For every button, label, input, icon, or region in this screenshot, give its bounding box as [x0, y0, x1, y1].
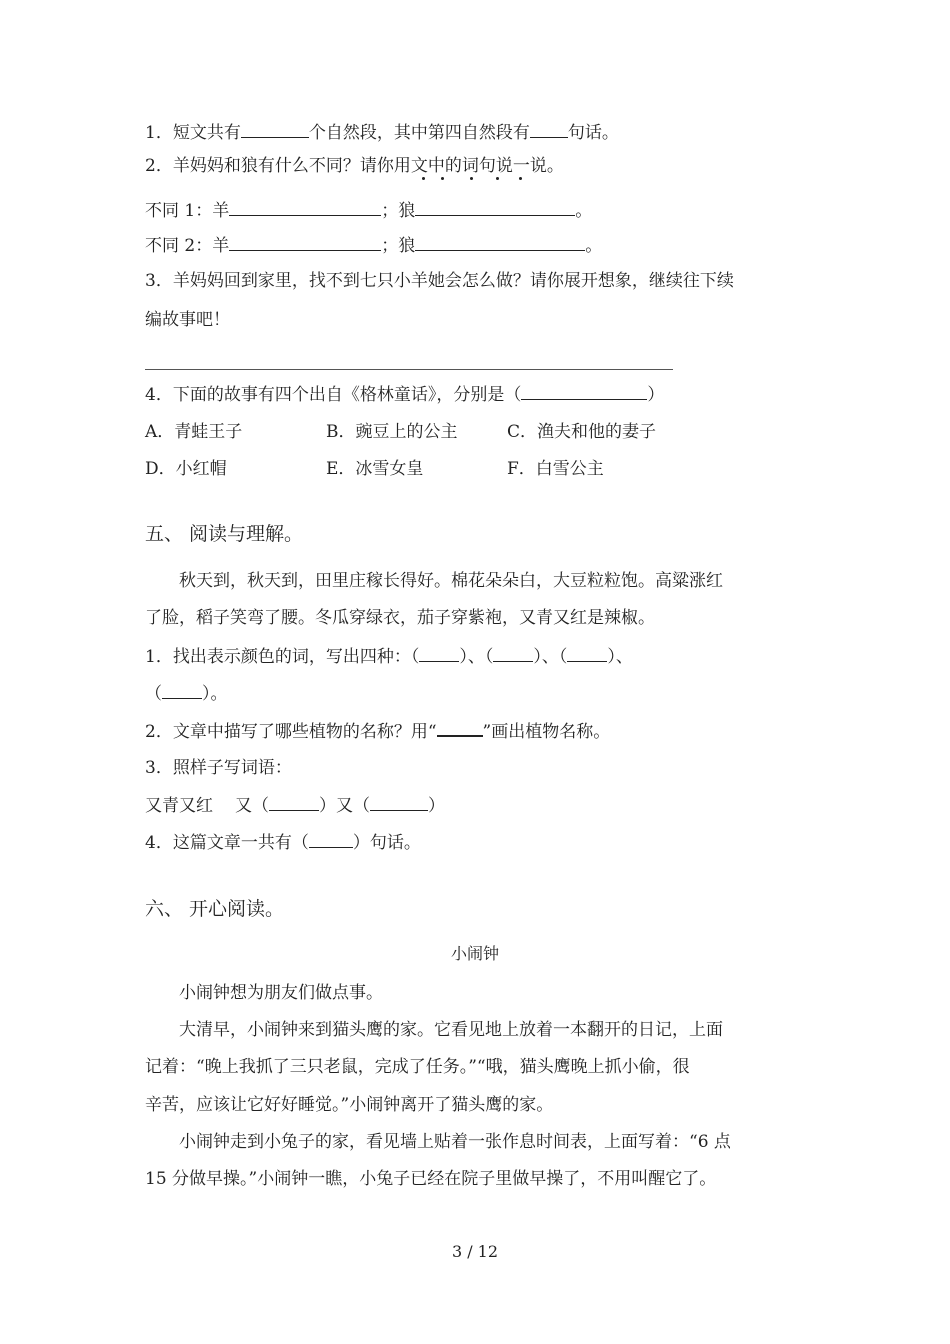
- story-p1: 小闹钟想为朋友们做点事。: [179, 983, 383, 1003]
- q1-blank-1[interactable]: [241, 120, 309, 138]
- q1-blank-2[interactable]: [530, 120, 568, 138]
- passage5-line-1: 秋天到，秋天到，田里庄稼长得好。棉花朵朵白，大豆粒粒饱。高粱涨红: [179, 571, 723, 591]
- diff1-sheep-blank[interactable]: [229, 198, 381, 216]
- option-a: A．青蛙王子: [145, 422, 243, 442]
- color-blank-1[interactable]: [419, 644, 459, 662]
- option-b: B．豌豆上的公主: [326, 422, 458, 442]
- passage5-line-2: 了脸，稻子笑弯了腰。冬瓜穿绿衣，茄子穿紫袍，又青又红是辣椒。: [145, 608, 655, 628]
- q2-line: 2．羊妈妈和狼有什么不同？请你用文中的词句说一说。: [145, 156, 564, 176]
- emphasis-dot: [496, 177, 499, 180]
- option-d: D．小红帽: [145, 459, 227, 479]
- s5q1-sep: ）、（: [533, 647, 568, 667]
- option-f: F．白雪公主: [507, 459, 604, 479]
- story-p2-line-1: 大清早，小闹钟来到猫头鹰的家。它看见地上放着一本翻开的日记，上面: [179, 1020, 723, 1040]
- diff1-wolf-blank[interactable]: [415, 198, 575, 216]
- q1-text-b: 个自然段，其中第四自然段有: [308, 123, 530, 143]
- s5q3-example-line: [145, 793, 445, 818]
- s5q2-text-b: ”画出植物名称。: [482, 722, 611, 742]
- s5q1-text: 1．找出表示颜色的词，写出四种：（: [145, 647, 420, 667]
- q1-text-a: 1．短文共有: [145, 123, 241, 143]
- s5q3-end: ）: [428, 796, 445, 816]
- option-e: E．冰雪女皇: [326, 459, 424, 479]
- word-blank-2[interactable]: [370, 793, 428, 811]
- section-6-heading: 六、 开心阅读。: [145, 898, 285, 920]
- story-p2-line-2: 记着：“晚上我抓了三只老鼠，完成了任务。”“哦，猫头鹰晚上抓小偷，很: [145, 1057, 690, 1077]
- s5q1-line-2: [145, 681, 228, 706]
- diff2-wolf-label: ；狼: [381, 236, 416, 256]
- s5q3-mid: ）又（: [319, 796, 370, 816]
- color-blank-4[interactable]: [162, 681, 202, 699]
- diff1-wolf-label: ；狼: [381, 201, 416, 221]
- sample-word: 又青又红: [145, 796, 213, 816]
- diff1-label: 不同 1：羊: [145, 201, 230, 221]
- sentence-count-blank[interactable]: [309, 830, 353, 848]
- q4-close: ）: [647, 385, 665, 405]
- s5q1-line-1: [145, 644, 633, 669]
- emphasis-dot: [422, 177, 425, 180]
- word-blank-1[interactable]: [269, 793, 319, 811]
- q4-line: [145, 382, 664, 407]
- story-p3-line-1: 小闹钟走到小兔子的家，看见墙上贴着一张作息时间表，上面写着：“6 点: [179, 1132, 731, 1152]
- q3-answer-line[interactable]: [145, 369, 673, 370]
- diff1-end: 。: [575, 201, 593, 221]
- diff1-line: [145, 198, 592, 223]
- color-blank-3[interactable]: [567, 644, 607, 662]
- emphasis-dot: [519, 177, 522, 180]
- s5q4-text-a: 4．这篇文章一共有（: [145, 833, 309, 853]
- diff2-wolf-blank[interactable]: [415, 233, 585, 251]
- s5q4-text-b: ）句话。: [352, 833, 421, 853]
- story-title: 小闹钟: [450, 944, 499, 963]
- q3-line-1: 3．羊妈妈回到家里，找不到七只小羊她会怎么做？请你展开想象，继续往下续: [145, 271, 734, 291]
- diff2-end: 。: [585, 236, 603, 256]
- s5q4-line: [145, 830, 421, 855]
- s5q2-line: [145, 718, 610, 744]
- s5q1-l2-open: （: [145, 684, 162, 704]
- emphasis-dot: [441, 177, 444, 180]
- diff2-sheep-blank[interactable]: [229, 233, 381, 251]
- option-c: C．渔夫和他的妻子: [507, 422, 657, 442]
- underline-sample: [437, 718, 483, 737]
- story-p3-line-2: 15 分做早操。”小闹钟一瞧，小兔子已经在院子里做早操了，不用叫醒它了。: [145, 1169, 717, 1189]
- q3-line-2: 编故事吧！: [145, 310, 230, 330]
- q1-line: [145, 120, 619, 145]
- emphasis-dot: [470, 177, 473, 180]
- s5q2-text-a: 2．文章中描写了哪些植物的名称？用“: [145, 722, 437, 742]
- color-blank-2[interactable]: [493, 644, 533, 662]
- s5q1-sep: ）、（: [459, 647, 494, 667]
- s5q3-you1: 又（: [235, 796, 269, 816]
- q4-text: 4．下面的故事有四个出自《格林童话》，分别是（: [145, 385, 522, 405]
- story-p2-line-3: 辛苦，应该让它好好睡觉。”小闹钟离开了猫头鹰的家。: [145, 1095, 554, 1115]
- section-5-heading: 五、 阅读与理解。: [145, 523, 304, 545]
- page-number: 3 / 12: [451, 1242, 499, 1261]
- s5q1-l2-close: ）。: [202, 684, 228, 704]
- s5q3-line: 3．照样子写词语：: [145, 758, 292, 778]
- q4-blank[interactable]: [521, 382, 647, 400]
- diff2-line: [145, 233, 602, 258]
- s5q1-last: ）、: [607, 647, 633, 667]
- diff2-label: 不同 2：羊: [145, 236, 230, 256]
- q1-text-c: 句话。: [567, 123, 619, 143]
